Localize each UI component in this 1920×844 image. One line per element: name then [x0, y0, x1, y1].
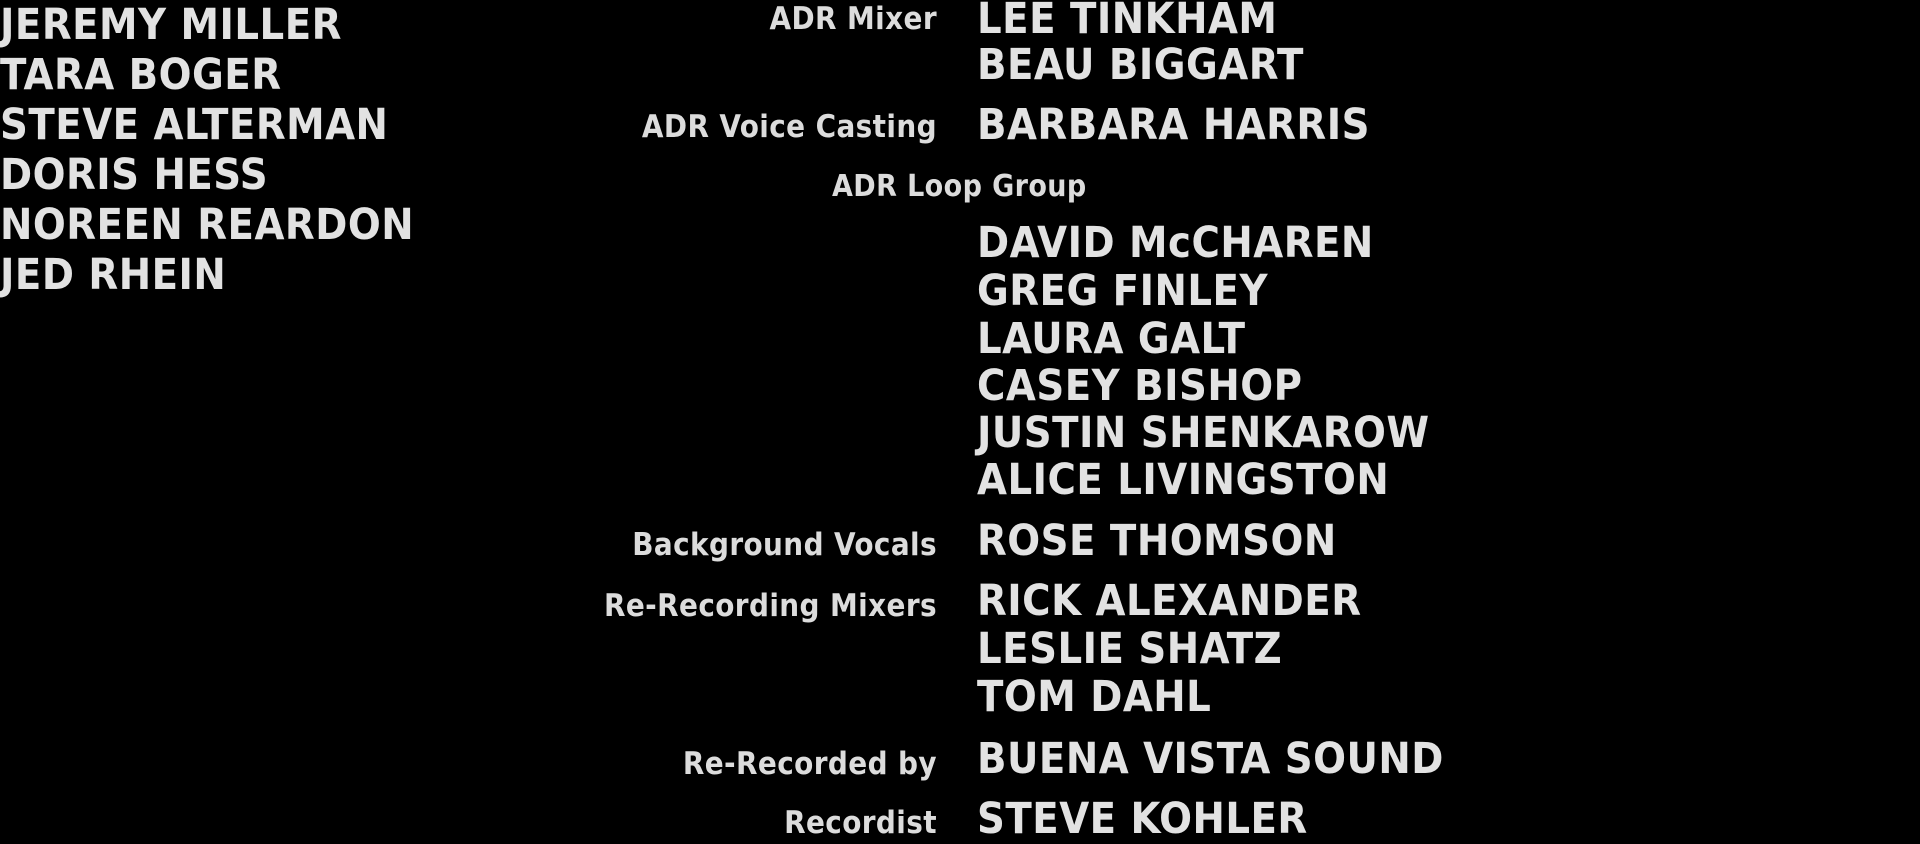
credit-name: RICK ALEXANDER [977, 576, 1362, 626]
loop-group-name-right: DAVID McCHAREN [977, 218, 1374, 268]
loop-group-name-left: JEREMY MILLER [0, 0, 342, 50]
credit-name: STEVE KOHLER [977, 794, 1308, 844]
loop-group-name-left: TARA BOGER [0, 50, 282, 100]
loop-group-name-right: JUSTIN SHENKAROW [977, 408, 1430, 458]
credit-name: LESLIE SHATZ [977, 624, 1283, 674]
loop-group-name-right: CASEY BISHOP [977, 361, 1303, 411]
loop-group-name-right: GREG FINLEY [977, 266, 1268, 316]
credit-role-background-vocals: Background Vocals [632, 527, 937, 563]
loop-group-name-left: STEVE ALTERMAN [0, 100, 389, 150]
credit-name: LEE TINKHAM [977, 0, 1278, 44]
credit-name: TOM DAHL [977, 672, 1212, 722]
credit-name: BUENA VISTA SOUND [977, 734, 1444, 784]
credit-role-adr-voice-casting: ADR Voice Casting [641, 109, 937, 145]
credit-role-re-recording-mixers: Re-Recording Mixers [603, 588, 937, 624]
credit-role-adr-mixer: ADR Mixer [769, 1, 937, 37]
loop-group-name-left: JED RHEIN [0, 250, 227, 300]
credit-name: ROSE THOMSON [977, 516, 1337, 566]
loop-group-name-right: LAURA GALT [977, 314, 1246, 364]
credit-role-recordist: Recordist [784, 805, 937, 841]
loop-group-name-left: DORIS HESS [0, 150, 269, 200]
credit-name: BARBARA HARRIS [977, 100, 1370, 150]
credit-role-adr-loop-group: ADR Loop Group [832, 169, 1087, 204]
loop-group-name-right: ALICE LIVINGSTON [977, 455, 1390, 505]
loop-group-name-left: NOREEN REARDON [0, 200, 415, 250]
credit-role-re-recorded-by: Re-Recorded by [682, 746, 937, 782]
credit-name: BEAU BIGGART [977, 40, 1304, 90]
